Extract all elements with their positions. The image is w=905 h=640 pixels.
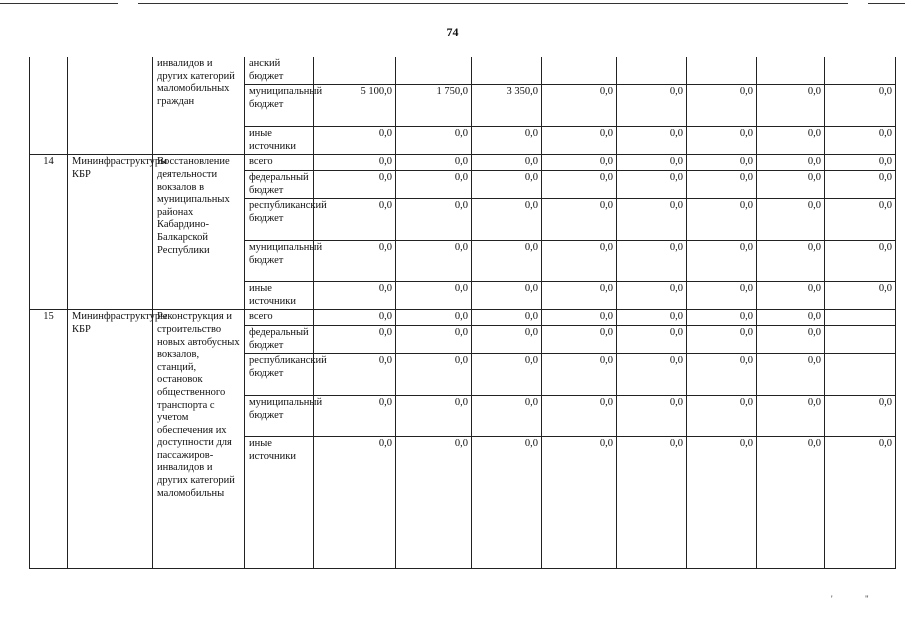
funding-source: иные источники xyxy=(245,127,314,155)
amount-cell xyxy=(617,57,687,85)
amount-cell: 0,0 xyxy=(687,85,757,127)
amount-cell: 0,0 xyxy=(396,127,472,155)
amount-cell: 0,0 xyxy=(396,396,472,437)
executor-cell: Мининфраструктуры КБР xyxy=(68,155,153,310)
amount-cell: 0,0 xyxy=(617,85,687,127)
amount-cell xyxy=(825,325,896,353)
amount-cell: 0,0 xyxy=(687,199,757,241)
amount-cell: 0,0 xyxy=(472,354,542,396)
amount-cell: 0,0 xyxy=(617,310,687,326)
row-number: 15 xyxy=(30,310,68,569)
amount-cell: 0,0 xyxy=(314,241,396,282)
measure-description: инвалидов и других категорий маломобильных граждан xyxy=(153,57,245,155)
amount-cell: 0,0 xyxy=(825,241,896,282)
amount-cell xyxy=(687,57,757,85)
amount-cell: 0,0 xyxy=(314,354,396,396)
amount-cell: 0,0 xyxy=(542,170,617,198)
amount-cell: 0,0 xyxy=(396,325,472,353)
amount-cell: 0,0 xyxy=(314,437,396,569)
amount-cell xyxy=(825,310,896,326)
amount-cell: 0,0 xyxy=(542,437,617,569)
funding-source: муниципальный бюджет xyxy=(245,241,314,282)
amount-cell: 0,0 xyxy=(396,155,472,171)
amount-cell: 0,0 xyxy=(687,396,757,437)
funding-source: всего xyxy=(245,310,314,326)
amount-cell: 0,0 xyxy=(757,354,825,396)
amount-cell: 0,0 xyxy=(687,437,757,569)
amount-cell: 0,0 xyxy=(314,199,396,241)
amount-cell: 0,0 xyxy=(472,325,542,353)
amount-cell: 0,0 xyxy=(617,241,687,282)
funding-source: иные источники xyxy=(245,282,314,310)
funding-source: федеральный бюджет xyxy=(245,325,314,353)
row-number xyxy=(30,57,68,155)
amount-cell: 0,0 xyxy=(542,282,617,310)
scan-top-line-left xyxy=(0,3,118,4)
amount-cell: 0,0 xyxy=(472,310,542,326)
amount-cell: 1 750,0 xyxy=(396,85,472,127)
amount-cell: 0,0 xyxy=(542,241,617,282)
amount-cell: 0,0 xyxy=(617,127,687,155)
amount-cell: 0,0 xyxy=(687,127,757,155)
amount-cell xyxy=(472,57,542,85)
amount-cell: 0,0 xyxy=(617,199,687,241)
amount-cell: 0,0 xyxy=(825,282,896,310)
amount-cell: 0,0 xyxy=(396,170,472,198)
amount-cell: 0,0 xyxy=(617,170,687,198)
amount-cell: 0,0 xyxy=(825,199,896,241)
funding-source: республиканский бюджет xyxy=(245,354,314,396)
amount-cell xyxy=(757,57,825,85)
amount-cell: 0,0 xyxy=(757,199,825,241)
amount-cell: 0,0 xyxy=(472,437,542,569)
amount-cell: 0,0 xyxy=(687,325,757,353)
table-row xyxy=(30,310,896,326)
amount-cell: 0,0 xyxy=(825,396,896,437)
amount-cell: 0,0 xyxy=(542,155,617,171)
amount-cell: 0,0 xyxy=(617,325,687,353)
amount-cell: 0,0 xyxy=(757,241,825,282)
amount-cell: 0,0 xyxy=(396,310,472,326)
amount-cell: 0,0 xyxy=(396,354,472,396)
funding-source: республиканский бюджет xyxy=(245,199,314,241)
amount-cell xyxy=(825,57,896,85)
amount-cell: 0,0 xyxy=(687,310,757,326)
amount-cell: 0,0 xyxy=(472,170,542,198)
funding-source: анский бюджет xyxy=(245,57,314,85)
amount-cell: 0,0 xyxy=(542,354,617,396)
amount-cell: 0,0 xyxy=(757,396,825,437)
amount-cell: 0,0 xyxy=(757,85,825,127)
amount-cell: 0,0 xyxy=(825,85,896,127)
amount-cell: 0,0 xyxy=(314,282,396,310)
amount-cell: 0,0 xyxy=(314,155,396,171)
amount-cell: 0,0 xyxy=(617,396,687,437)
scan-mark: " xyxy=(865,594,869,604)
amount-cell: 0,0 xyxy=(396,282,472,310)
amount-cell: 0,0 xyxy=(757,170,825,198)
amount-cell: 0,0 xyxy=(396,199,472,241)
executor-cell: Мининфраструктуры КБР xyxy=(68,310,153,569)
amount-cell: 0,0 xyxy=(757,155,825,171)
funding-source: муниципальный бюджет xyxy=(245,396,314,437)
amount-cell: 3 350,0 xyxy=(472,85,542,127)
funding-table xyxy=(29,57,896,569)
measure-description: Реконструкция и строительство новых автобусных вокзалов, станций, остановок общественного транспорта с учетом обеспечения их доступности для пассажиров-инвалидов и других категорий маломобильны xyxy=(153,310,245,569)
amount-cell: 0,0 xyxy=(542,310,617,326)
amount-cell: 0,0 xyxy=(472,396,542,437)
amount-cell: 0,0 xyxy=(687,155,757,171)
funding-source: муниципальный бюджет xyxy=(245,85,314,127)
amount-cell: 0,0 xyxy=(314,396,396,437)
amount-cell: 0,0 xyxy=(542,396,617,437)
amount-cell: 0,0 xyxy=(396,241,472,282)
amount-cell: 0,0 xyxy=(472,241,542,282)
executor-cell xyxy=(68,57,153,155)
amount-cell: 0,0 xyxy=(757,127,825,155)
table-row xyxy=(30,155,896,171)
amount-cell: 0,0 xyxy=(617,282,687,310)
amount-cell: 0,0 xyxy=(472,155,542,171)
amount-cell: 0,0 xyxy=(825,170,896,198)
scan-top-line-center xyxy=(138,3,848,4)
amount-cell: 0,0 xyxy=(472,127,542,155)
amount-cell: 0,0 xyxy=(757,310,825,326)
table-row xyxy=(30,57,896,85)
amount-cell: 0,0 xyxy=(617,155,687,171)
amount-cell: 5 100,0 xyxy=(314,85,396,127)
amount-cell: 0,0 xyxy=(825,155,896,171)
page-number: 74 xyxy=(446,25,459,39)
amount-cell: 0,0 xyxy=(687,282,757,310)
amount-cell: 0,0 xyxy=(542,199,617,241)
funding-source: иные источники xyxy=(245,437,314,569)
amount-cell: 0,0 xyxy=(314,170,396,198)
scan-top-line-right xyxy=(868,3,905,4)
amount-cell: 0,0 xyxy=(687,170,757,198)
amount-cell: 0,0 xyxy=(396,437,472,569)
amount-cell: 0,0 xyxy=(617,437,687,569)
amount-cell: 0,0 xyxy=(687,354,757,396)
amount-cell: 0,0 xyxy=(314,325,396,353)
amount-cell: 0,0 xyxy=(617,354,687,396)
amount-cell: 0,0 xyxy=(472,282,542,310)
row-number: 14 xyxy=(30,155,68,310)
amount-cell: 0,0 xyxy=(757,282,825,310)
amount-cell xyxy=(825,354,896,396)
measure-description: Восстановление деятельности вокзалов в муниципальных районах Кабардино-Балкарской Республики xyxy=(153,155,245,310)
amount-cell: 0,0 xyxy=(542,325,617,353)
amount-cell: 0,0 xyxy=(542,85,617,127)
amount-cell xyxy=(542,57,617,85)
amount-cell xyxy=(396,57,472,85)
amount-cell: 0,0 xyxy=(757,325,825,353)
funding-source: всего xyxy=(245,155,314,171)
amount-cell: 0,0 xyxy=(757,437,825,569)
amount-cell: 0,0 xyxy=(825,127,896,155)
amount-cell: 0,0 xyxy=(542,127,617,155)
amount-cell xyxy=(314,57,396,85)
amount-cell: 0,0 xyxy=(687,241,757,282)
amount-cell: 0,0 xyxy=(314,310,396,326)
amount-cell: 0,0 xyxy=(314,127,396,155)
funding-source: федеральный бюджет xyxy=(245,170,314,198)
scan-mark: ' xyxy=(831,594,833,604)
amount-cell: 0,0 xyxy=(825,437,896,569)
amount-cell: 0,0 xyxy=(472,199,542,241)
